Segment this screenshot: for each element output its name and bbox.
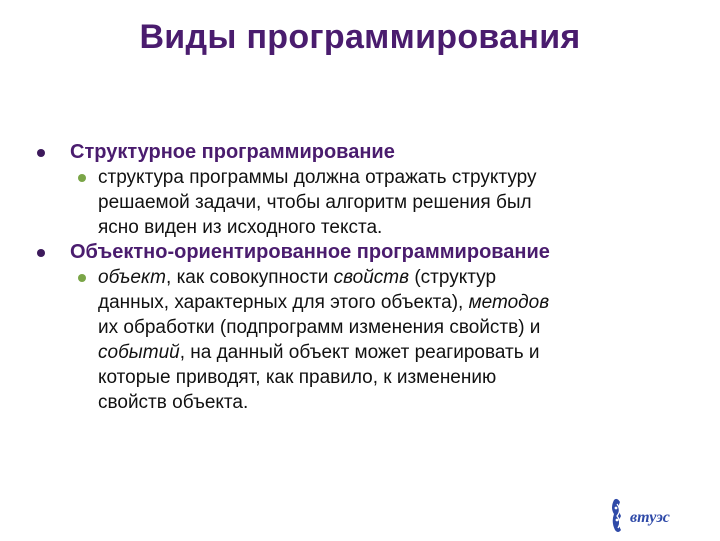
- university-logo: [608, 496, 692, 536]
- bullet-icon: [37, 149, 45, 157]
- logo-emblem-icon: [608, 496, 692, 536]
- emphasis-text: объект: [98, 267, 167, 288]
- emphasis-text: свойств: [333, 267, 410, 288]
- sub-item-line: структура программы должна отражать структуру: [98, 167, 537, 188]
- bullet-list: [0, 140, 720, 415]
- body-text: свойств объекта.: [98, 392, 249, 413]
- emphasis-text: событий: [98, 342, 180, 363]
- sub-bullet-icon: [78, 274, 86, 282]
- slide-title: Виды программирования: [139, 18, 581, 56]
- sub-item: [98, 165, 688, 240]
- sub-item-line: [98, 265, 688, 290]
- sub-item-line: [98, 340, 688, 365]
- sub-item-line: [98, 365, 688, 390]
- body-text: которые приводят, как правило, к изменению: [98, 367, 497, 388]
- body-text: их обработки (подпрограмм изменения свойств) и: [98, 317, 541, 338]
- body-text: , на данный объект может реагировать и: [179, 342, 540, 363]
- sub-bullet-icon: [78, 174, 86, 182]
- emphasis-text: методов: [468, 292, 550, 313]
- item-heading: Объектно-ориентированное программирование: [70, 241, 550, 263]
- sub-item-line: [98, 315, 688, 340]
- logo-text: втуэс: [630, 509, 670, 526]
- sub-item-line: [98, 290, 688, 315]
- bullet-icon: [37, 249, 45, 257]
- list-item-oop: [0, 240, 720, 415]
- item-heading: Структурное программирование: [70, 141, 395, 163]
- sub-item: [98, 265, 688, 415]
- body-text: , как совокупности: [166, 267, 334, 288]
- sub-item-line: [98, 390, 688, 415]
- sub-item-line: ясно виден из исходного текста.: [98, 217, 383, 238]
- body-text: данных, характерных для этого объекта),: [98, 292, 469, 313]
- body-text: (структур: [409, 267, 497, 288]
- list-item-structural: [0, 140, 720, 240]
- sub-item-line: решаемой задачи, чтобы алгоритм решения был: [98, 192, 532, 213]
